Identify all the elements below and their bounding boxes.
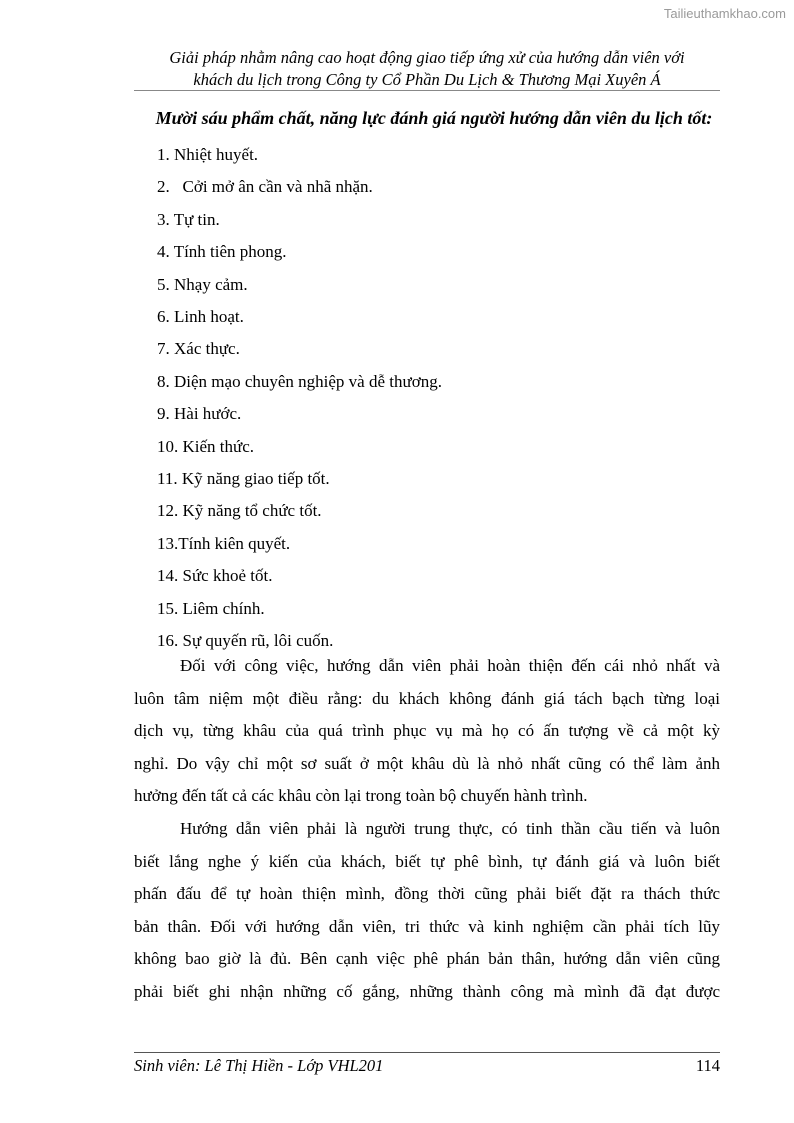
footer-divider [134, 1052, 720, 1053]
text-line: hưởng đến tất cả các khâu còn lại trong toàn bộ chuyến hành trình. [134, 786, 588, 805]
list-item: 4. Tính tiên phong. [157, 242, 287, 262]
list-item: 7. Xác thực. [157, 339, 240, 359]
text-line: biết lắng nghe ý kiến của khách, biết tự phê bình, tự đánh giá và luôn biết [134, 851, 720, 871]
text-line: bản thân. Đối với hướng dẫn viên, tri thức và kinh nghiệm cần phải tích lũy [134, 916, 720, 936]
header-line: Giải pháp nhằm nâng cao hoạt động giao tiếp ứng xử của hướng dẫn viên với [169, 48, 685, 67]
page-footer [134, 1056, 720, 1076]
list-item: 9. Hài hước. [157, 404, 242, 424]
list-item: 5. Nhạy cảm. [157, 274, 248, 294]
text-line: Đối với công việc, hướng dẫn viên phải hoàn thiện đến cái nhỏ nhất và [180, 656, 720, 675]
qualities-list [157, 139, 442, 658]
list-item: 13.Tính kiên quyết. [157, 533, 291, 553]
list-item: 11. Kỹ năng giao tiếp tốt. [157, 469, 330, 489]
list-item: 2. Cởi mở ân cần và nhã nhặn. [157, 177, 373, 197]
text-line: nghỉ. Do vậy chỉ một sơ suất ở một khâu dù là nhỏ nhất cũng có thể làm ảnh [134, 753, 720, 773]
running-header [134, 47, 720, 91]
text-line: phấn đấu để tự hoàn thiện mình, đồng thời cũng phải biết đặt ra thách thức [134, 884, 720, 903]
paragraph-2 [134, 813, 720, 1008]
list-item: 1. Nhiệt huyết. [157, 145, 259, 164]
text-line: luôn tâm niệm một điều rằng: du khách không đánh giá tách bạch từng loại [134, 688, 720, 708]
list-item: 14. Sức khoẻ tốt. [157, 566, 273, 586]
header-divider [134, 90, 720, 91]
paragraph-1 [134, 650, 720, 813]
text-line: Hướng dẫn viên phải là người trung thực, có tinh thần cầu tiến và luôn [180, 819, 720, 838]
list-item: 16. Sự quyến rũ, lôi cuốn. [157, 631, 334, 651]
text-line: phải biết ghi nhận những cố gắng, những thành công mà mình đã đạt được [134, 981, 720, 1001]
text-line: dịch vụ, từng khâu của quá trình phục vụ mà họ có ấn tượng về cả một kỳ [134, 721, 720, 740]
text-line: không bao giờ là đủ. Bên cạnh việc phê phán bản thân, hướng dẫn viên cũng [134, 949, 720, 968]
list-item: 10. Kiến thức. [157, 436, 255, 456]
list-item: 12. Kỹ năng tổ chức tốt. [157, 501, 322, 521]
list-item: 8. Diện mạo chuyên nghiệp và dễ thương. [157, 371, 442, 391]
header-line: khách du lịch trong Công ty Cổ Phần Du Lịch & Thương Mại Xuyên Á [193, 70, 661, 89]
page-number: 114 [695, 1056, 720, 1075]
footer-student: Sinh viên: Lê Thị Hiền - Lớp VHL201 [134, 1056, 384, 1075]
watermark: Tailieuthamkhao.com [663, 6, 786, 21]
section-heading: Mười sáu phẩm chất, năng lực đánh giá người hướng dẫn viên du lịch tốt: [155, 108, 713, 128]
list-item: 15. Liêm chính. [157, 598, 265, 618]
list-item: 3. Tự tin. [157, 209, 220, 229]
list-item: 6. Linh hoạt. [157, 307, 244, 327]
